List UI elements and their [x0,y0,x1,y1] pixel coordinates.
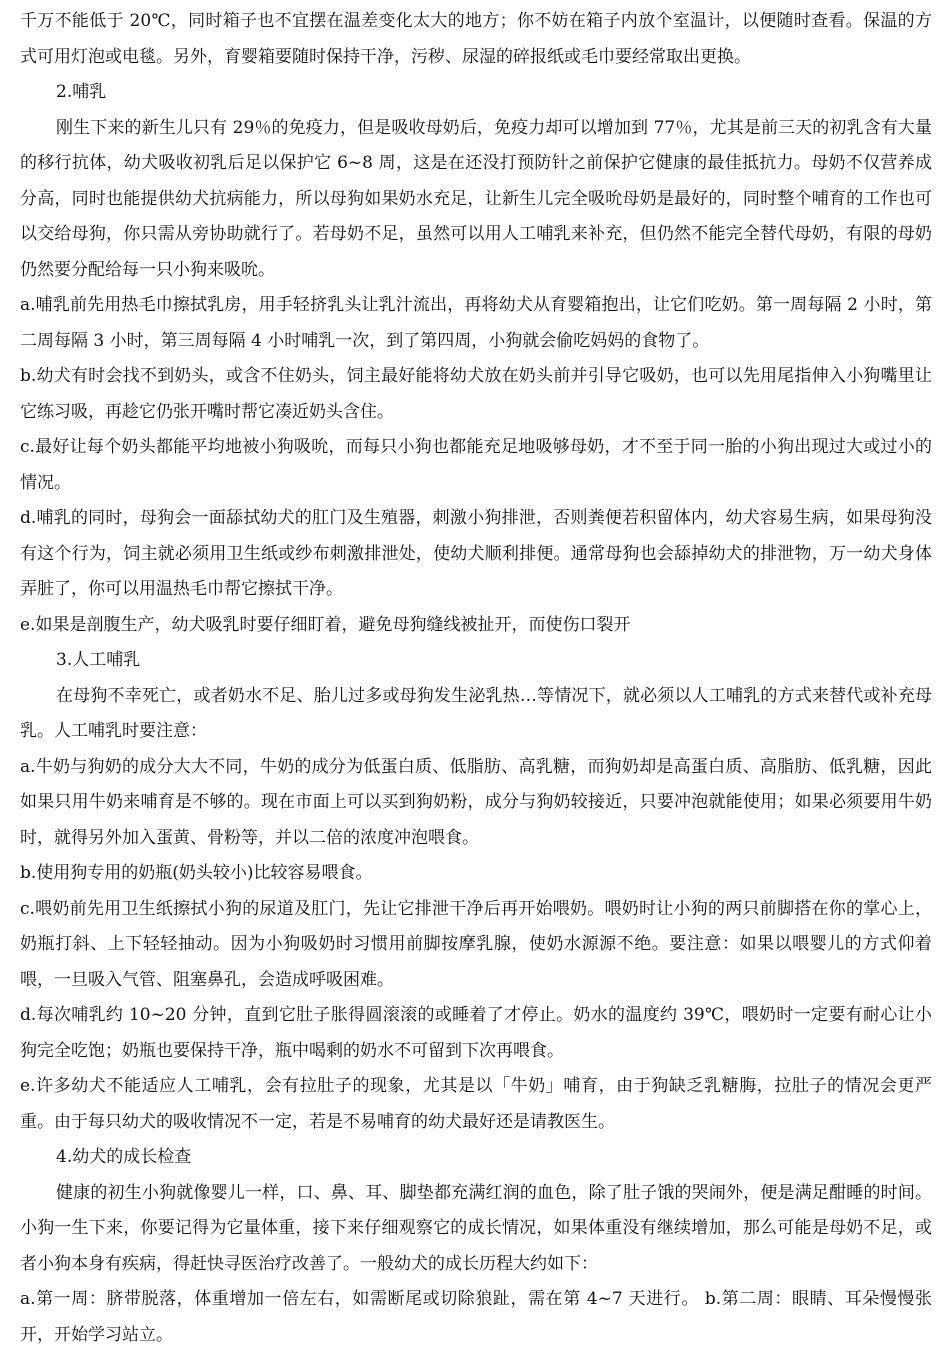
list-item-nursing-a: a.哺乳前先用热毛巾擦拭乳房，用手轻挤乳头让乳汁流出，再将幼犬从育婴箱抱出，让它们吃奶。第一周每隔 2 小时，第二周每隔 3 小时，第三周每隔 4 小时哺乳一次，到了第四周，小狗就会偷吃妈妈的食物了。 [20,295,932,351]
list-item-nursing-c: c.最好让每个奶头都能平均地被小狗吸吮，而每只小狗也都能充足地吸够母奶，才不至于同一胎的小狗出现过大或过小的情况。 [20,437,932,493]
section-heading-artificial-feeding: 3.人工哺乳 [56,650,141,670]
list-item-growth-a-b: a.第一周：脐带脱落，体重增加一倍左右，如需断尾或切除狼趾，需在第 4~7 天进行。 b.第二周：眼睛、耳朵慢慢张开，开始学习站立。 [20,1289,932,1345]
list-item-nursing-e: e.如果是剖腹生产，幼犬吸乳时要仔细盯着，避免母狗缝线被扯开，而使伤口裂开 [20,614,631,635]
list-item-nursing-b: b.幼犬有时会找不到奶头，或含不住奶头，饲主最好能将幼犬放在奶头前并引导它吸奶，也可以先用尾指伸入小狗嘴里让它练习吸，再趁它仍张开嘴时帮它凑近奶头含住。 [20,366,932,422]
list-item-artificial-e: e.许多幼犬不能适应人工哺乳，会有拉肚子的现象，尤其是以「牛奶」哺育，由于狗缺乏乳糖脢，拉肚子的情况会更严重。由于每只幼犬的吸收情况不一定，若是不易哺育的幼犬最好还是请教医生。 [20,1076,932,1132]
paragraph-growth-check-intro: 健康的初生小狗就像婴儿一样，口、鼻、耳、脚垫都充满红润的血色，除了肚子饿的哭闹外，便是满足酣睡的时间。小狗一生下来，你要记得为它量体重，接下来仔细观察它的成长情况，如果体重没有继续增加，那么可能是母奶不足，或者小狗本身有疾病，得赶快寻医治疗改善了。一般幼犬的成长历程大约如下： [20,1182,932,1274]
paragraph-nursing-intro: 刚生下来的新生儿只有 29％的免疫力，但是吸收母奶后，免疫力却可以增加到 77％，尤其是前三天的初乳含有大量的移行抗体，幼犬吸收初乳后足以保护它 6~8 周，这是在还没打预防针之前保护它健康的最佳抵抗力。母奶不仅营养成分高，同时也能提供幼犬抗病能力，所以母狗如果奶水充足，让新生儿完全吸吮母奶是最好的，同时整个哺育的工作也可以交给母狗，你只需从旁协助就行了。若母奶不足，虽然可以用人工哺乳来补充，但仍然不能完全替代母奶，有限的母奶仍然要分配给每一只小狗来吸吮。 [20,117,932,280]
list-item-artificial-c: c.喂奶前先用卫生纸擦拭小狗的尿道及肛门，先让它排泄干净后再开始喂奶。喂奶时让小狗的两只前脚搭在你的掌心上，奶瓶打斜、上下轻轻抽动。因为小狗吸奶时习惯用前脚按摩乳腺，使奶水源源不绝。要注意：如果以喂婴儿的方式仰着喂，一旦吸入气管、阻塞鼻孔，会造成呼吸困难。 [20,898,932,990]
list-item-artificial-d: d.每次哺乳约 10~20 分钟，直到它肚子胀得圆滚滚的或睡着了才停止。奶水的温度约 39℃，喂奶时一定要有耐心让小狗完全吃饱；奶瓶也要保持干净，瓶中喝剩的奶水不可留到下次再喂食。 [20,1005,932,1061]
paragraph-artificial-feeding-intro: 在母狗不幸死亡，或者奶水不足、胎儿过多或母狗发生泌乳热…等情况下，就必须以人工哺乳的方式来替代或补充母乳。人工哺乳时要注意： [20,685,932,741]
section-heading-nursing: 2.哺乳 [56,82,107,102]
paragraph-incubator-continued: 千万不能低于 20℃，同时箱子也不宜摆在温差变化太大的地方；你不妨在箱子内放个室温计，以便随时查看。保温的方式可用灯泡或电毯。另外，育婴箱要随时保持干净，污秽、尿湿的碎报纸或毛巾要经常取出更换。 [20,11,932,67]
list-item-artificial-a: a.牛奶与狗奶的成分大大不同，牛奶的成分为低蛋白质、低脂肪、高乳糖，而狗奶却是高蛋白质、高脂肪、低乳糖，因此如果只用牛奶来哺育是不够的。现在市面上可以买到狗奶粉，成分与狗奶较接近，只要冲泡就能使用；如果必须要用牛奶时，就得另外加入蛋黄、骨粉等，并以二倍的浓度冲泡喂食。 [20,756,932,848]
list-item-artificial-b: b.使用狗专用的奶瓶(奶头较小)比较容易喂食。 [20,863,373,883]
document-page [20,4,932,1353]
list-item-nursing-d: d.哺乳的同时，母狗会一面舔拭幼犬的肛门及生殖器，刺激小狗排泄，否则粪便若积留体内，幼犬容易生病，如果母狗没有这个行为，饲主就必须用卫生纸或纱布刺激排泄处，使幼犬顺利排便。通常母狗也会舔掉幼犬的排泄物，万一幼犬身体弄脏了，你可以用温热毛巾帮它擦拭干净。 [20,508,932,599]
section-heading-growth-check: 4.幼犬的成长检查 [56,1147,192,1167]
